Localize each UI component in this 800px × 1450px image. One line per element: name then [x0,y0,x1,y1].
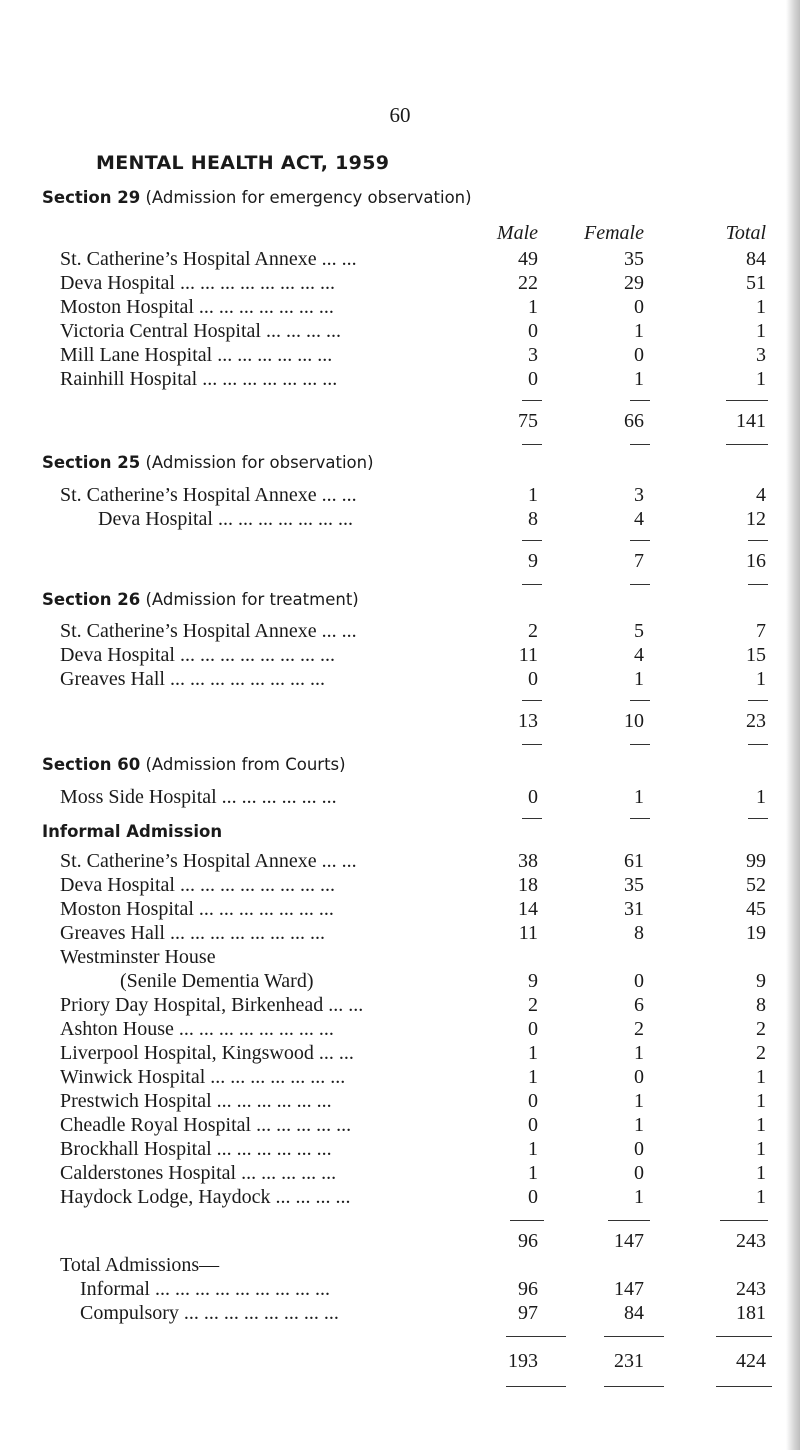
male-count: 1 [528,296,538,318]
female-count: 0 [634,970,644,992]
hospital-name: Deva Hospital ... ... ... ... ... ... ... ... [60,644,335,666]
male-count: 2 [528,994,538,1016]
male-count: 1 [528,1042,538,1064]
female-count: 61 [624,850,644,872]
hospital-name: Greaves Hall ... ... ... ... ... ... ... ... [60,668,325,690]
column-header-total: Total [725,222,766,244]
male-count: 2 [528,620,538,642]
table-row [0,874,800,898]
grand-total-rule [716,1386,772,1387]
female-count: 5 [634,620,644,642]
grand-total-rule [716,1336,772,1337]
table-row [0,898,800,922]
subtotal-rule [522,444,542,445]
total-count: 52 [746,874,766,896]
table-row [0,484,800,508]
total-count: 84 [746,248,766,270]
male-subtotal: 9 [528,550,538,572]
subtotal-rule [630,584,650,585]
total-count: 1 [756,668,766,690]
page-number: 60 [389,103,411,127]
female-count: 1 [634,668,644,690]
subtotal-rule [726,444,768,445]
table-row [0,620,800,644]
table-row [0,296,800,320]
total-count: 1 [756,368,766,390]
table-row [0,946,800,970]
female-count: 0 [634,344,644,366]
total-count: 1 [756,786,766,808]
total-count: 19 [746,922,766,944]
subtotal-rule [630,400,650,401]
table-row [0,1066,800,1090]
subtotal-rule [748,584,768,585]
total-count: 1 [756,1186,766,1208]
page-title: MENTAL HEALTH ACT, 1959 [96,152,390,174]
total-count: 2 [756,1042,766,1064]
section-60-description: (Admission from Courts) [145,755,346,774]
hospital-name: St. Catherine’s Hospital Annexe ... ... [60,248,357,270]
section-26-heading [42,590,359,609]
hospital-name: Deva Hospital ... ... ... ... ... ... ... ... [60,272,335,294]
subtotal-rule [522,400,542,401]
total-count: 181 [736,1302,766,1324]
table-row [0,368,800,392]
total-count: 15 [746,644,766,666]
male-count: 3 [528,344,538,366]
total-count: 1 [756,1090,766,1112]
subtotal-rule [522,818,542,819]
female-count: 29 [624,272,644,294]
female-count: 2 [634,1018,644,1040]
summary-heading-row [0,1254,800,1278]
female-subtotal: 66 [624,410,644,432]
female-count: 1 [634,1114,644,1136]
section-29-label: Section 29 [42,188,141,207]
hospital-name: Victoria Central Hospital ... ... ... ... [60,320,341,342]
male-count: 0 [528,668,538,690]
total-subtotal: 141 [736,410,766,432]
table-row [0,508,800,532]
total-count: 243 [736,1278,766,1300]
hospital-name: Winwick Hospital ... ... ... ... ... ... ... [60,1066,346,1088]
admission-type: Compulsory ... ... ... ... ... ... ... ... [80,1302,339,1324]
female-subtotal: 7 [634,550,644,572]
admission-type: Informal ... ... ... ... ... ... ... ... ... [80,1278,330,1300]
table-row [0,1090,800,1114]
female-count: 35 [624,874,644,896]
male-count: 96 [518,1278,538,1300]
hospital-name: Westminster House [60,946,216,968]
subtotal-rule [720,1220,768,1221]
hospital-name: St. Catherine’s Hospital Annexe ... ... [60,620,357,642]
hospital-name: Liverpool Hospital, Kingswood ... ... [60,1042,354,1064]
table-row [0,320,800,344]
subtotal-rule [630,818,650,819]
subtotal-rule [630,540,650,541]
subtotal-rule [630,444,650,445]
total-subtotal: 23 [746,710,766,732]
hospital-name: Moss Side Hospital ... ... ... ... ... ... [60,786,337,808]
female-count: 1 [634,786,644,808]
table-row [0,1162,800,1186]
male-count: 1 [528,1162,538,1184]
section-29-description: (Admission for emergency observation) [145,188,472,207]
subtotal-rule [510,1220,544,1221]
table-row [0,644,800,668]
section-60-heading [42,755,346,774]
table-row [0,1114,800,1138]
hospital-name: Greaves Hall ... ... ... ... ... ... ... ... [60,922,325,944]
hospital-name: St. Catherine’s Hospital Annexe ... ... [60,484,357,506]
male-count: 11 [518,644,538,666]
male-count: 0 [528,786,538,808]
female-count: 0 [634,1162,644,1184]
total-count: 8 [756,994,766,1016]
section-25-description: (Admission for observation) [145,453,374,472]
total-count: 12 [746,508,766,530]
female-count: 0 [634,1066,644,1088]
subtotal-rule [522,700,542,701]
total-subtotal: 16 [746,550,766,572]
female-count: 31 [624,898,644,920]
female-count: 1 [634,1042,644,1064]
male-count: 8 [528,508,538,530]
female-subtotal: 10 [624,710,644,732]
table-row [0,1186,800,1210]
hospital-name: Calderstones Hospital ... ... ... ... ... [60,1162,337,1184]
hospital-name: Priory Day Hospital, Birkenhead ... ... [60,994,364,1016]
table-row [0,1302,800,1326]
total-count: 1 [756,1114,766,1136]
table-row [0,248,800,272]
male-count: 0 [528,1090,538,1112]
hospital-name: Deva Hospital ... ... ... ... ... ... ... ... [60,874,335,896]
section-25-heading [42,453,374,472]
total-count: 45 [746,898,766,920]
male-count: 0 [528,1114,538,1136]
female-subtotal: 147 [614,1230,644,1252]
table-row [0,668,800,692]
section-25-label: Section 25 [42,453,141,472]
grand-total-rule [506,1386,566,1387]
subtotal-rule [630,744,650,745]
hospital-name: Prestwich Hospital ... ... ... ... ... ... [60,1090,332,1112]
male-count: 0 [528,1186,538,1208]
table-row [0,1018,800,1042]
hospital-name: Cheadle Royal Hospital ... ... ... ... ... [60,1114,352,1136]
male-count: 1 [528,484,538,506]
grand-total-rule [506,1336,566,1337]
male-count: 1 [528,1138,538,1160]
hospital-name: Moston Hospital ... ... ... ... ... ... ... [60,898,334,920]
total-count: 1 [756,320,766,342]
subtotal-row [0,410,800,434]
female-count: 4 [634,644,644,666]
male-count: 0 [528,368,538,390]
female-count: 4 [634,508,644,530]
table-row [0,272,800,296]
female-count: 84 [624,1302,644,1324]
male-count: 1 [528,1066,538,1088]
subtotal-rule [748,744,768,745]
table-row [0,1138,800,1162]
female-count: 35 [624,248,644,270]
total-grand-total: 424 [736,1350,766,1372]
total-subtotal: 243 [736,1230,766,1252]
hospital-name: St. Catherine’s Hospital Annexe ... ... [60,850,357,872]
total-count: 9 [756,970,766,992]
table-row [0,850,800,874]
total-count: 99 [746,850,766,872]
female-count: 0 [634,296,644,318]
male-count: 9 [528,970,538,992]
hospital-name: Haydock Lodge, Haydock ... ... ... ... [60,1186,351,1208]
total-count: 1 [756,1138,766,1160]
female-grand-total: 231 [614,1350,644,1372]
male-count: 11 [518,922,538,944]
male-subtotal: 13 [518,710,538,732]
male-count: 38 [518,850,538,872]
female-count: 8 [634,922,644,944]
table-row [0,786,800,810]
informal-admission-heading [42,822,222,841]
subtotal-rule [522,744,542,745]
total-admissions-heading: Total Admissions— [60,1254,220,1276]
female-count: 147 [614,1278,644,1300]
subtotal-rule [522,584,542,585]
table-row [0,1278,800,1302]
table-row [0,922,800,946]
female-count: 3 [634,484,644,506]
male-grand-total: 193 [508,1350,538,1372]
section-60-label: Section 60 [42,755,141,774]
subtotal-row [0,550,800,574]
subtotal-rule [748,540,768,541]
subtotal-rule [630,700,650,701]
hospital-name: Deva Hospital ... ... ... ... ... ... ... [98,508,353,530]
male-count: 97 [518,1302,538,1324]
hospital-name: (Senile Dementia Ward) [120,970,314,992]
subtotal-row [0,710,800,734]
grand-total-row [0,1350,800,1374]
subtotal-rule [726,400,768,401]
subtotal-rule [608,1220,650,1221]
male-subtotal: 75 [518,410,538,432]
hospital-name: Rainhill Hospital ... ... ... ... ... ... ... [60,368,338,390]
male-count: 0 [528,1018,538,1040]
total-count: 7 [756,620,766,642]
female-count: 1 [634,368,644,390]
grand-total-rule [604,1336,664,1337]
subtotal-row [0,1230,800,1254]
grand-total-rule [604,1386,664,1387]
total-count: 1 [756,1066,766,1088]
informal-admission-label: Informal Admission [42,822,223,841]
male-count: 14 [518,898,538,920]
hospital-name: Brockhall Hospital ... ... ... ... ... ... [60,1138,332,1160]
section-29-heading [42,188,472,207]
female-count: 1 [634,320,644,342]
section-26-description: (Admission for treatment) [145,590,359,609]
table-row [0,994,800,1018]
table-row [0,970,800,994]
total-count: 1 [756,296,766,318]
total-count: 51 [746,272,766,294]
table-row [0,344,800,368]
male-count: 0 [528,320,538,342]
total-count: 2 [756,1018,766,1040]
male-count: 49 [518,248,538,270]
male-count: 18 [518,874,538,896]
hospital-name: Mill Lane Hospital ... ... ... ... ... ... [60,344,333,366]
total-count: 4 [756,484,766,506]
column-header-female: Female [584,222,644,244]
section-26-label: Section 26 [42,590,141,609]
female-count: 0 [634,1138,644,1160]
total-count: 3 [756,344,766,366]
table-row [0,1042,800,1066]
subtotal-rule [748,818,768,819]
female-count: 6 [634,994,644,1016]
total-count: 1 [756,1162,766,1184]
column-header-male: Male [496,222,538,244]
male-subtotal: 96 [518,1230,538,1252]
female-count: 1 [634,1186,644,1208]
male-count: 22 [518,272,538,294]
female-count: 1 [634,1090,644,1112]
subtotal-rule [522,540,542,541]
subtotal-rule [748,700,768,701]
hospital-name: Moston Hospital ... ... ... ... ... ... ... [60,296,334,318]
hospital-name: Ashton House ... ... ... ... ... ... ... ... [60,1018,334,1040]
